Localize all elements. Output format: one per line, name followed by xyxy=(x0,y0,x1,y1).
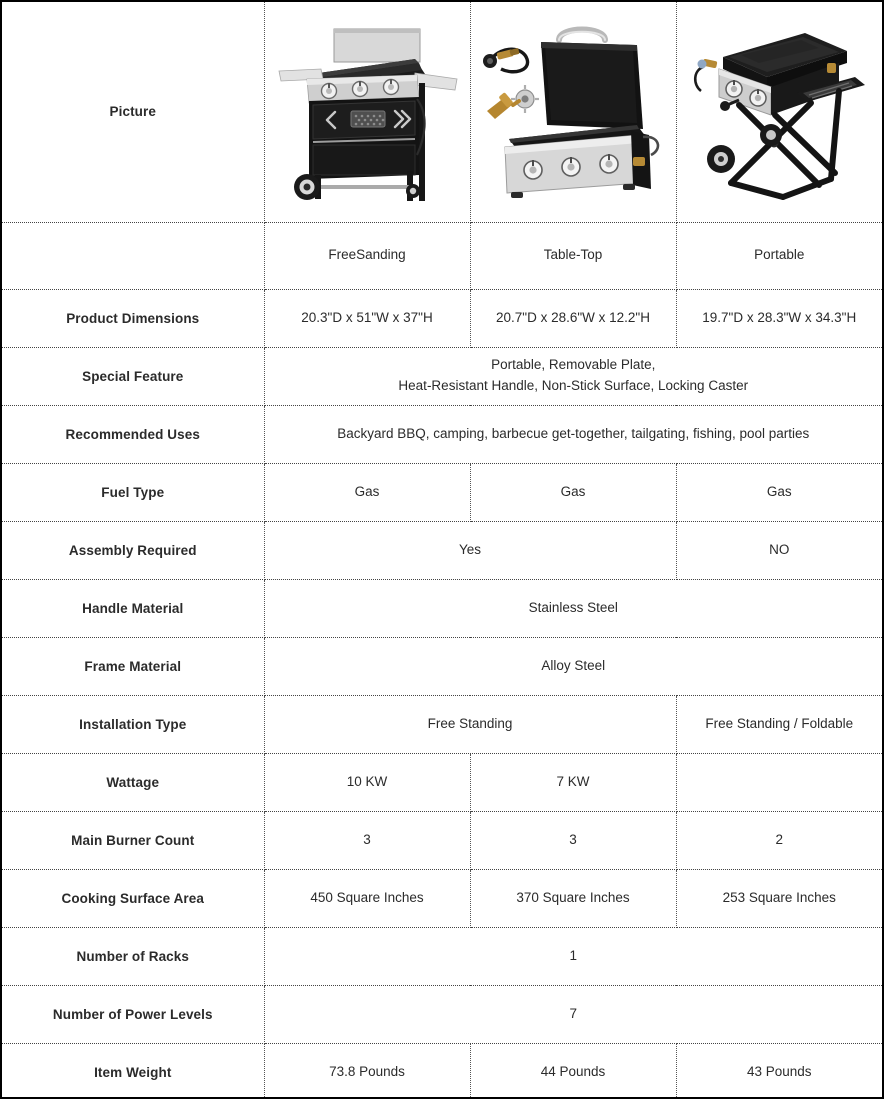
table-row xyxy=(2,463,882,521)
attribute-label-cell: Assembly Required xyxy=(2,521,264,579)
attribute-label-cell: Number of Power Levels xyxy=(2,985,264,1043)
attribute-label-cell: Main Burner Count xyxy=(2,811,264,869)
attribute-value-cell xyxy=(264,347,882,405)
attribute-label-cell: Special Feature xyxy=(2,347,264,405)
attribute-value-cell: 44 Pounds xyxy=(470,1043,676,1099)
attribute-value-cell: 3 xyxy=(470,811,676,869)
table-row xyxy=(2,579,882,637)
attribute-label-cell: Frame Material xyxy=(2,637,264,695)
attribute-label-cell: Fuel Type xyxy=(2,463,264,521)
attribute-value-cell: 7 KW xyxy=(470,753,676,811)
attribute-value-cell: Gas xyxy=(676,463,882,521)
attribute-label-cell: Installation Type xyxy=(2,695,264,753)
attribute-value-cell: Gas xyxy=(470,463,676,521)
attribute-value-cell: 370 Square Inches xyxy=(470,869,676,927)
attribute-value-cell: 73.8 Pounds xyxy=(264,1043,470,1099)
attribute-label-cell: Recommended Uses xyxy=(2,405,264,463)
attribute-value-cell: Free Standing / Foldable xyxy=(676,695,882,753)
table-row xyxy=(2,985,882,1043)
attribute-value-cell: 2 xyxy=(676,811,882,869)
attribute-label-cell: Product Dimensions xyxy=(2,289,264,347)
attribute-value-cell: NO xyxy=(676,521,882,579)
product-name-cell: FreeSanding xyxy=(264,222,470,289)
tabletop-griddle-photo xyxy=(471,3,676,221)
table-row xyxy=(2,2,882,222)
product-comparison-table xyxy=(2,2,882,1099)
table-row xyxy=(2,521,882,579)
attribute-value-cell: Free Standing xyxy=(264,695,676,753)
attribute-label-cell: Number of Racks xyxy=(2,927,264,985)
attribute-label-cell: Wattage xyxy=(2,753,264,811)
attribute-value-cell: Alloy Steel xyxy=(264,637,882,695)
product-image-cell xyxy=(676,2,882,222)
table-row xyxy=(2,695,882,753)
product-name-cell: Portable xyxy=(676,222,882,289)
product-image-cell xyxy=(470,2,676,222)
value-line: Heat-Resistant Handle, Non-Stick Surface, Locking Caster xyxy=(398,378,749,393)
product-name-cell: Table-Top xyxy=(470,222,676,289)
attribute-value-cell: 19.7"D x 28.3"W x 34.3"H xyxy=(676,289,882,347)
attribute-label-cell: Item Weight xyxy=(2,1043,264,1099)
attribute-value-cell: 253 Square Inches xyxy=(676,869,882,927)
portable-folding-griddle-photo xyxy=(677,3,883,221)
attribute-value-cell: 43 Pounds xyxy=(746,1063,812,1079)
attribute-label-cell: Cooking Surface Area xyxy=(2,869,264,927)
table-row xyxy=(2,1043,882,1099)
attribute-value-cell: 450 Square Inches xyxy=(264,869,470,927)
table-row xyxy=(2,811,882,869)
attribute-value-cell: Stainless Steel xyxy=(264,579,882,637)
table-row xyxy=(2,405,882,463)
attribute-label-cell xyxy=(2,222,264,289)
attribute-value-cell: 1 xyxy=(264,927,882,985)
attribute-value-cell: 7 xyxy=(264,985,882,1043)
table-row xyxy=(2,869,882,927)
table-row xyxy=(2,927,882,985)
attribute-value-cell: 3 xyxy=(264,811,470,869)
value-line: Portable, Removable Plate, xyxy=(491,357,656,373)
table-row xyxy=(2,347,882,405)
attribute-label-cell: Handle Material xyxy=(2,579,264,637)
table-row xyxy=(2,753,882,811)
attribute-value-cell: Backyard BBQ, camping, barbecue get-together, tailgating, fishing, pool parties xyxy=(264,405,882,463)
attribute-value-cell: 20.7"D x 28.6"W x 12.2"H xyxy=(470,289,676,347)
product-image-cell xyxy=(264,2,470,222)
attribute-value-cell: Gas xyxy=(264,463,470,521)
attribute-value-cell: 20.3"D x 51"W x 37"H xyxy=(264,289,470,347)
attribute-value-cell: Yes xyxy=(264,521,676,579)
table-row xyxy=(2,289,882,347)
attribute-value-cell: 10 KW xyxy=(264,753,470,811)
attribute-value-cell xyxy=(676,753,882,811)
table-row xyxy=(2,222,882,289)
table-row xyxy=(2,637,882,695)
attribute-label-cell: Picture xyxy=(2,2,264,222)
freestanding-griddle-cart-photo xyxy=(265,3,470,221)
